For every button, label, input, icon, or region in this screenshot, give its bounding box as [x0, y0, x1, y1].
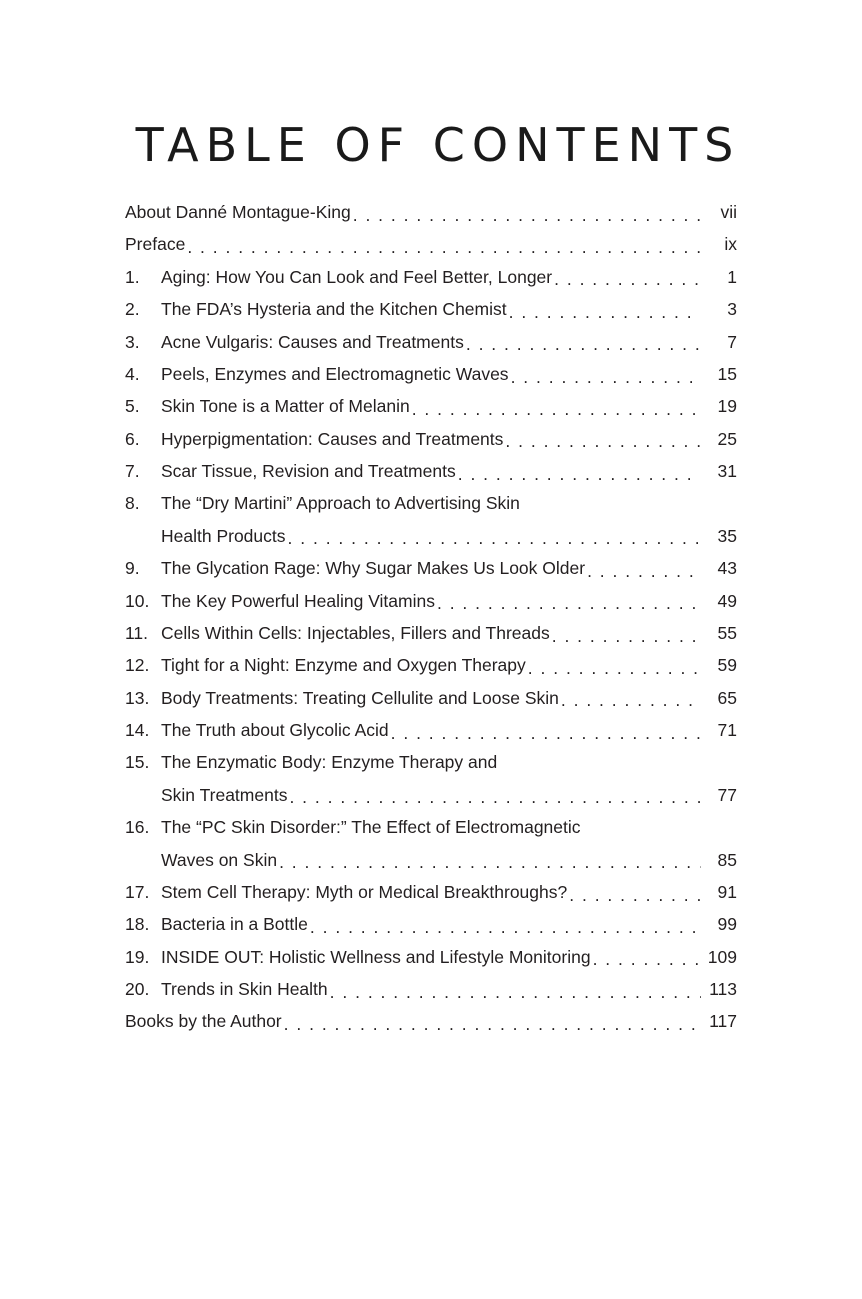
toc-entry-number: 5.	[125, 396, 140, 417]
toc-entry-body	[125, 196, 737, 228]
toc-entry-title: Books by the Author	[125, 1011, 282, 1032]
toc-leader-dots	[289, 792, 701, 811]
toc-entry-title: Stem Cell Therapy: Myth or Medical Breakthroughs?	[161, 881, 568, 902]
toc-entry-body	[161, 423, 737, 455]
toc-entry-title-cont	[161, 844, 737, 876]
toc-leader-dots	[330, 986, 701, 1005]
toc-leader-dots	[509, 306, 701, 325]
toc-page-number: 85	[717, 849, 737, 870]
toc-entry-number: 16.	[125, 817, 150, 838]
toc-entry-body	[161, 552, 737, 584]
toc-leader-dots	[187, 242, 701, 261]
toc-page-number: 55	[717, 622, 737, 643]
toc-entry[interactable]	[125, 811, 737, 876]
toc-leader-dots	[437, 598, 701, 617]
toc-page-number: 99	[717, 914, 737, 935]
toc-entry-body	[161, 746, 737, 811]
toc-page-number: 15	[717, 363, 737, 384]
toc-entry-body	[161, 390, 737, 422]
toc-page-number: 91	[717, 881, 737, 902]
toc-entry-title: Body Treatments: Treating Cellulite and Loose Skin	[161, 687, 559, 708]
toc-leader-dots	[505, 436, 701, 455]
toc-page-number: 59	[717, 655, 737, 676]
toc-entry[interactable]	[125, 973, 737, 1005]
toc-entry-body	[161, 293, 737, 325]
toc-entry[interactable]	[125, 552, 737, 584]
toc-entry-body	[161, 358, 737, 390]
toc-entry-number: 2.	[125, 299, 140, 320]
toc-entry-title-cont	[161, 779, 737, 811]
toc-entry-title: Tight for a Night: Enzyme and Oxygen Therapy	[161, 655, 526, 676]
toc-entry[interactable]	[125, 585, 737, 617]
toc-entry[interactable]	[125, 746, 737, 811]
toc-entry-body	[125, 228, 737, 260]
toc-entry[interactable]	[125, 941, 737, 973]
toc-entry-title: The FDA’s Hysteria and the Kitchen Chemist	[161, 299, 507, 320]
toc-leader-dots	[288, 533, 701, 552]
toc-leader-dots	[284, 1019, 701, 1038]
toc-entry-title: Preface	[125, 234, 186, 255]
toc-entry-number: 10.	[125, 590, 150, 611]
toc-page-number: 65	[717, 687, 737, 708]
toc-entry[interactable]	[125, 487, 737, 552]
toc-entry-body	[161, 585, 737, 617]
toc-leader-dots	[310, 921, 701, 940]
toc-entry-body	[161, 617, 737, 649]
toc-entry-title: Skin Tone is a Matter of Melanin	[161, 396, 410, 417]
toc-entry-title: The Enzymatic Body: Enzyme Therapy and	[161, 752, 498, 773]
toc-page-number: 71	[717, 720, 737, 740]
toc-page-number: 19	[717, 396, 737, 417]
toc-entry-number: 6.	[125, 428, 140, 449]
toc-entry-number: 9.	[125, 558, 140, 579]
toc-entry[interactable]	[125, 617, 737, 649]
toc-page-number: 49	[717, 590, 737, 611]
toc-page-number: 109	[707, 946, 737, 967]
toc-leader-dots	[587, 565, 701, 584]
toc-entry[interactable]	[125, 876, 737, 908]
toc-entry-body	[161, 455, 737, 487]
toc-entry-title-line2: Waves on Skin	[161, 849, 278, 870]
toc-page-number: ix	[724, 234, 737, 255]
toc-page-number: 25	[717, 428, 737, 449]
toc-leader-dots	[353, 209, 701, 228]
toc-entry-number: 18.	[125, 914, 150, 935]
toc-entry-body	[161, 876, 737, 908]
toc-entry-body	[161, 487, 737, 552]
toc-entry-title: About Danné Montague-King	[125, 202, 351, 222]
toc-entry-title: Trends in Skin Health	[161, 979, 328, 999]
toc-entry-title: Aging: How You Can Look and Feel Better, Longer	[161, 266, 553, 287]
toc-entry-title-line2: Skin Treatments	[161, 784, 288, 805]
toc-entry-title: Acne Vulgaris: Causes and Treatments	[161, 331, 464, 352]
toc-leader-dots	[552, 630, 701, 649]
toc-entry-number: 1.	[125, 266, 140, 287]
toc-page-number: 35	[717, 525, 737, 546]
toc-leader-dots	[593, 954, 701, 973]
toc-page-number: 113	[709, 979, 737, 999]
toc-entry-title: INSIDE OUT: Holistic Wellness and Lifestyle Monitoring	[161, 946, 591, 967]
toc-page-number: 7	[727, 331, 737, 352]
toc-entry[interactable]	[125, 1005, 737, 1037]
toc-entry-title: Peels, Enzymes and Electromagnetic Waves	[161, 363, 509, 384]
toc-entry-number: 17.	[125, 881, 150, 902]
toc-entry-number: 14.	[125, 720, 150, 740]
toc-entry[interactable]	[125, 196, 737, 228]
toc-leader-dots	[569, 889, 701, 908]
toc-entry-title: The “PC Skin Disorder:” The Effect of Electromagnetic	[161, 817, 581, 838]
toc-entry-title: Cells Within Cells: Injectables, Fillers and Threads	[161, 622, 550, 643]
toc-entry[interactable]	[125, 358, 737, 390]
toc-entry-body	[161, 682, 737, 714]
toc-page-number: 3	[727, 299, 737, 320]
toc-page-number: vii	[720, 202, 737, 222]
toc-entry-title-cont	[161, 520, 737, 552]
toc-leader-dots	[458, 468, 701, 487]
toc-list	[125, 196, 737, 1038]
toc-page-number: 31	[717, 461, 737, 481]
toc-leader-dots	[412, 403, 701, 422]
toc-leader-dots	[391, 727, 701, 746]
toc-entry-body	[161, 261, 737, 293]
toc-page-number: 117	[709, 1011, 737, 1032]
toc-entry-number: 4.	[125, 363, 140, 384]
toc-entry-number: 7.	[125, 461, 140, 481]
toc-entry[interactable]	[125, 261, 737, 293]
toc-entry-number: 20.	[125, 979, 150, 999]
toc-entry-title-line2: Health Products	[161, 525, 286, 546]
toc-entry-body	[161, 973, 737, 1005]
toc-page-number: 1	[727, 266, 737, 287]
toc-entry[interactable]	[125, 455, 737, 487]
toc-leader-dots	[554, 274, 701, 293]
toc-leader-dots	[511, 371, 701, 390]
toc-entry-number: 19.	[125, 946, 150, 967]
toc-entry[interactable]	[125, 649, 737, 681]
toc-entry[interactable]	[125, 326, 737, 358]
toc-page-number: 77	[717, 784, 737, 805]
toc-entry[interactable]	[125, 293, 737, 325]
toc-entry-title: The “Dry Martini” Approach to Advertising Skin	[161, 493, 520, 514]
toc-page-number: 43	[717, 558, 737, 579]
toc-entry-number: 13.	[125, 687, 150, 708]
toc-entry[interactable]	[125, 390, 737, 422]
toc-entry-title: Bacteria in a Bottle	[161, 914, 308, 935]
toc-entry-title: Scar Tissue, Revision and Treatments	[161, 461, 456, 481]
toc-leader-dots	[279, 857, 701, 876]
toc-entry-number: 3.	[125, 331, 140, 352]
toc-entry-body	[161, 649, 737, 681]
toc-entry-body	[125, 1005, 737, 1037]
toc-entry-number: 15.	[125, 752, 150, 773]
toc-entry[interactable]	[125, 908, 737, 940]
toc-entry-title: The Glycation Rage: Why Sugar Makes Us Look Older	[161, 558, 586, 579]
toc-leader-dots	[528, 662, 701, 681]
toc-entry-body	[161, 714, 737, 746]
toc-entry[interactable]	[125, 682, 737, 714]
toc-entry-title: The Truth about Glycolic Acid	[161, 720, 389, 740]
toc-entry-title: The Key Powerful Healing Vitamins	[161, 590, 435, 611]
toc-entry-body	[161, 941, 737, 973]
toc-entry-body	[161, 326, 737, 358]
toc-entry[interactable]	[125, 714, 737, 746]
toc-entry-number: 8.	[125, 493, 140, 514]
toc-leader-dots	[561, 695, 701, 714]
toc-entry-number: 12.	[125, 655, 150, 676]
toc-entry-body	[161, 908, 737, 940]
toc-entry-title: Hyperpigmentation: Causes and Treatments	[161, 428, 504, 449]
toc-entry-number: 11.	[125, 622, 149, 643]
page-title: TABLE OF CONTENTS	[135, 118, 741, 172]
toc-entry-body	[161, 811, 737, 876]
toc-entry[interactable]	[125, 228, 737, 260]
toc-entry[interactable]	[125, 423, 737, 455]
toc-leader-dots	[466, 339, 701, 358]
